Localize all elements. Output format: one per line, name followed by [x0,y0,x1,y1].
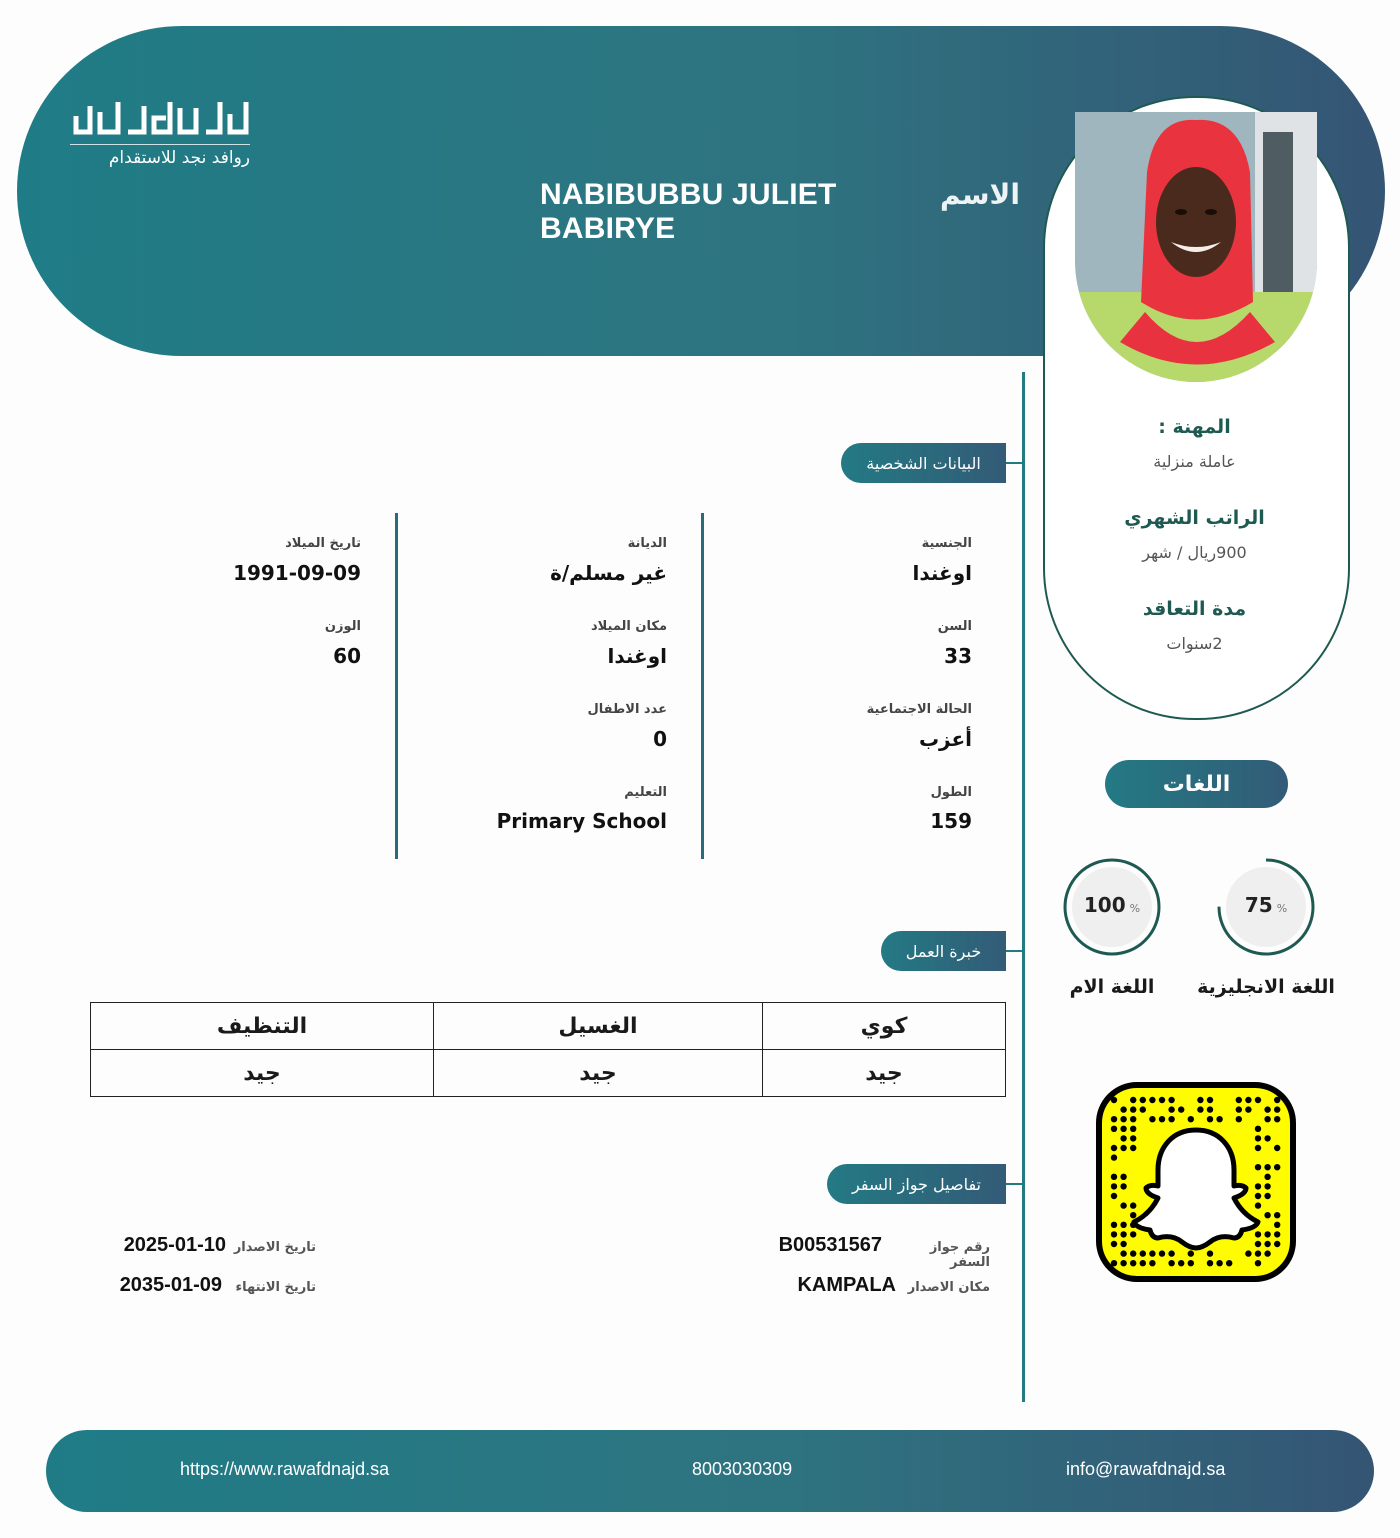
snapcode-dot [1120,1250,1126,1256]
snapcode-dot [1168,1097,1174,1103]
snapcode-dot [1255,1097,1261,1103]
expiry-date-value: 2035-01-09 [119,1274,222,1296]
snapcode-dot [1207,1116,1213,1122]
weight-value: 60 [333,644,361,668]
snapcode-dot [1159,1250,1165,1256]
snapcode-dot [1255,1183,1261,1189]
snapcode-dot [1111,1260,1117,1266]
snapcode-dot [1120,1183,1126,1189]
snapcode-dot [1255,1126,1261,1132]
snapcode-dot [1168,1250,1174,1256]
snapcode-dot [1111,1183,1117,1189]
snapcode-dot [1274,1097,1280,1103]
snapcode-dot [1255,1260,1261,1266]
religion-label: الديانة [627,536,667,551]
candidate-photo [1075,112,1317,382]
snapcode-dot [1188,1250,1194,1256]
contract-value: 2سنوات [1166,634,1223,653]
height-value: 159 [930,809,972,833]
marital-status-value: أعزب [918,727,972,751]
education-value: Primary School [496,809,667,833]
candidate-name: NABIBUBBU JULIET BABIRYE [540,178,837,245]
column-divider [701,513,704,859]
snapcode-dot [1264,1193,1270,1199]
snapcode-dot [1168,1260,1174,1266]
job-value: عاملة منزلية [1153,452,1236,471]
experience-table [90,1002,1006,1097]
snapcode-dot [1264,1241,1270,1247]
job-label: المهنة : [1158,416,1231,438]
snapcode-dot [1264,1250,1270,1256]
experience-value-cleaning: جيد [91,1050,434,1097]
snapcode-dot [1120,1116,1126,1122]
children-label: عدد الاطفال [587,702,667,717]
birthdate-label: تاريخ الميلاد [285,536,361,551]
snapcode-dot [1159,1116,1165,1122]
company-logo-text: روافد نجد للاستقدام [108,148,250,168]
snapcode-dot [1255,1250,1261,1256]
snapcode-dot [1130,1260,1136,1266]
section-experience-connector [1006,950,1024,952]
snapcode-dot [1130,1202,1136,1208]
snapcode-dot [1130,1126,1136,1132]
children-value: 0 [653,727,667,751]
snapcode-dot [1120,1241,1126,1247]
snapcode-dot [1188,1260,1194,1266]
snapcode-dot [1149,1260,1155,1266]
weight-label: الوزن [324,619,361,634]
table-row [91,1050,1006,1097]
passport-place-value: KAMPALA [797,1274,896,1296]
snapcode-dot [1188,1116,1194,1122]
english-percent: 75 % [1244,893,1288,917]
snapcode-dot [1149,1250,1155,1256]
issue-date-label: تاريخ الاصدار [233,1240,316,1255]
snapcode-dot [1274,1231,1280,1237]
experience-header-washing: الغسيل [434,1003,763,1050]
passport-number-value: B00531567 [778,1234,882,1256]
snapcode-dot [1120,1231,1126,1237]
snapcode-dot [1255,1231,1261,1237]
experience-value-ironing: جيد [763,1050,1006,1097]
snapcode-dot [1264,1174,1270,1180]
snapcode-dot [1274,1106,1280,1112]
age-value: 33 [944,644,972,668]
snapcode-dot [1111,1222,1117,1228]
snapcode-dot [1178,1106,1184,1112]
snapcode-dot [1149,1116,1155,1122]
snapcode-dot [1111,1174,1117,1180]
salary-label: الراتب الشهري [1124,507,1265,529]
snapcode-dot [1274,1241,1280,1247]
salary-value: 900ريال / شهر [1142,543,1247,562]
birthdate-value: 1991-09-09 [233,561,361,585]
logo-divider [70,144,250,145]
section-personal-connector [1006,462,1024,464]
snapcode-dot [1130,1212,1136,1218]
snapcode-dot [1236,1116,1242,1122]
snapcode-dot [1216,1116,1222,1122]
snapcode-dot [1120,1145,1126,1151]
snapcode-dot [1130,1135,1136,1141]
snapcode-dot [1111,1154,1117,1160]
english-language-label: اللغة الانجليزية [1197,976,1335,998]
passport-place-label: مكان الاصدار [907,1280,990,1295]
snapcode-dot [1178,1260,1184,1266]
snapcode-dot [1130,1106,1136,1112]
snapcode-dot [1207,1106,1213,1112]
snapcode-dot [1120,1135,1126,1141]
expiry-date-label: تاريخ الانتهاء [235,1280,316,1295]
company-logo-icon [70,98,250,142]
snapcode-dot [1207,1250,1213,1256]
experience-value-washing: جيد [434,1050,763,1097]
education-label: التعليم [624,785,667,800]
section-passport-connector [1006,1183,1024,1185]
section-passport-pill: تفاصيل جواز السفر [827,1164,1006,1204]
snapcode-dot [1140,1260,1146,1266]
birthplace-value: اوغندا [607,644,667,668]
snapcode-dot [1255,1145,1261,1151]
snapcode-dot [1120,1222,1126,1228]
snapcode-dot [1130,1097,1136,1103]
snapcode-dot [1264,1116,1270,1122]
snapcode-dot [1130,1231,1136,1237]
birthplace-label: مكان الميلاد [590,619,667,634]
passport-number-label: رقم جواز السفر [929,1240,990,1270]
snapcode-dot [1264,1231,1270,1237]
snapcode-dot [1264,1212,1270,1218]
snapcode-dot [1120,1174,1126,1180]
snapcode-dot [1236,1097,1242,1103]
snapcode-dot [1264,1183,1270,1189]
name-label: الاسم [940,178,1020,211]
snapcode-dot [1274,1145,1280,1151]
snapcode-dot [1255,1241,1261,1247]
snapcode-dot [1255,1135,1261,1141]
snapcode-dot [1274,1164,1280,1170]
snapcode-dot [1207,1260,1213,1266]
snapcode-dot [1120,1202,1126,1208]
nationality-value: اوغندا [912,561,972,585]
snapcode-dot [1111,1145,1117,1151]
snapchat-qr-code[interactable] [1096,1082,1296,1282]
marital-status-label: الحالة الاجتماعية [866,702,972,717]
issue-date-value: 2025-01-10 [123,1234,226,1256]
snapcode-dot [1140,1250,1146,1256]
experience-header-cleaning: التنظيف [91,1003,434,1050]
snapcode-dot [1274,1116,1280,1122]
snapcode-dot [1111,1241,1117,1247]
snapcode-dot [1216,1260,1222,1266]
native-language-percent: 100 % [1083,893,1141,917]
snapcode-dot [1226,1260,1232,1266]
snapcode-dot [1149,1097,1155,1103]
contract-label: مدة التعاقد [1142,598,1247,620]
languages-pill: اللغات [1105,760,1288,808]
column-divider [395,513,398,859]
footer-email-link[interactable]: info@rawafdnajd.sa [1066,1459,1226,1479]
snapcode-dot [1197,1106,1203,1112]
snapcode-dot [1274,1222,1280,1228]
footer-phone[interactable]: 8003030309 [692,1459,793,1479]
snapcode-dot [1245,1097,1251,1103]
experience-header-ironing: كوي [763,1003,1006,1050]
table-row [91,1003,1006,1050]
snapcode-dot [1159,1097,1165,1103]
section-personal-pill: البيانات الشخصية [841,443,1006,483]
age-label: السن [937,619,972,634]
section-experience-pill: خبرة العمل [881,931,1006,971]
snapcode-dot [1264,1106,1270,1112]
timeline-line [1022,372,1025,1402]
snapcode-dot [1274,1212,1280,1218]
footer-website-link[interactable]: https://www.rawafdnajd.sa [180,1459,390,1479]
snapcode-dot [1236,1106,1242,1112]
snapcode-dot [1140,1097,1146,1103]
snapcode-dot [1111,1126,1117,1132]
snapcode-dot [1255,1193,1261,1199]
snapcode-dot [1120,1126,1126,1132]
snapcode-dot [1111,1193,1117,1199]
snapcode-dot [1255,1164,1261,1170]
snapcode-dot [1245,1250,1251,1256]
candidate-name-row [540,178,1020,246]
snapcode-dot [1255,1202,1261,1208]
native-language-label: اللغة الام [1069,976,1155,998]
snapcode-dot [1264,1135,1270,1141]
snapcode-dot [1140,1106,1146,1112]
snapcode-dot [1264,1164,1270,1170]
snapcode-dot [1111,1231,1117,1237]
snapcode-dot [1207,1097,1213,1103]
snapcode-dot [1245,1106,1251,1112]
snapcode-dot [1168,1116,1174,1122]
snapcode-dot [1130,1145,1136,1151]
snapcode-dot [1120,1260,1126,1266]
snapcode-dot [1130,1116,1136,1122]
height-label: الطول [930,785,972,800]
religion-value: غير مسلم/ة [550,561,667,585]
snapcode-dot [1197,1097,1203,1103]
snapcode-dot [1120,1106,1126,1112]
snapcode-dot [1111,1097,1117,1103]
snapcode-dot [1111,1116,1117,1122]
snapcode-dot [1130,1250,1136,1256]
nationality-label: الجنسية [921,536,972,551]
snapcode-dot [1168,1106,1174,1112]
